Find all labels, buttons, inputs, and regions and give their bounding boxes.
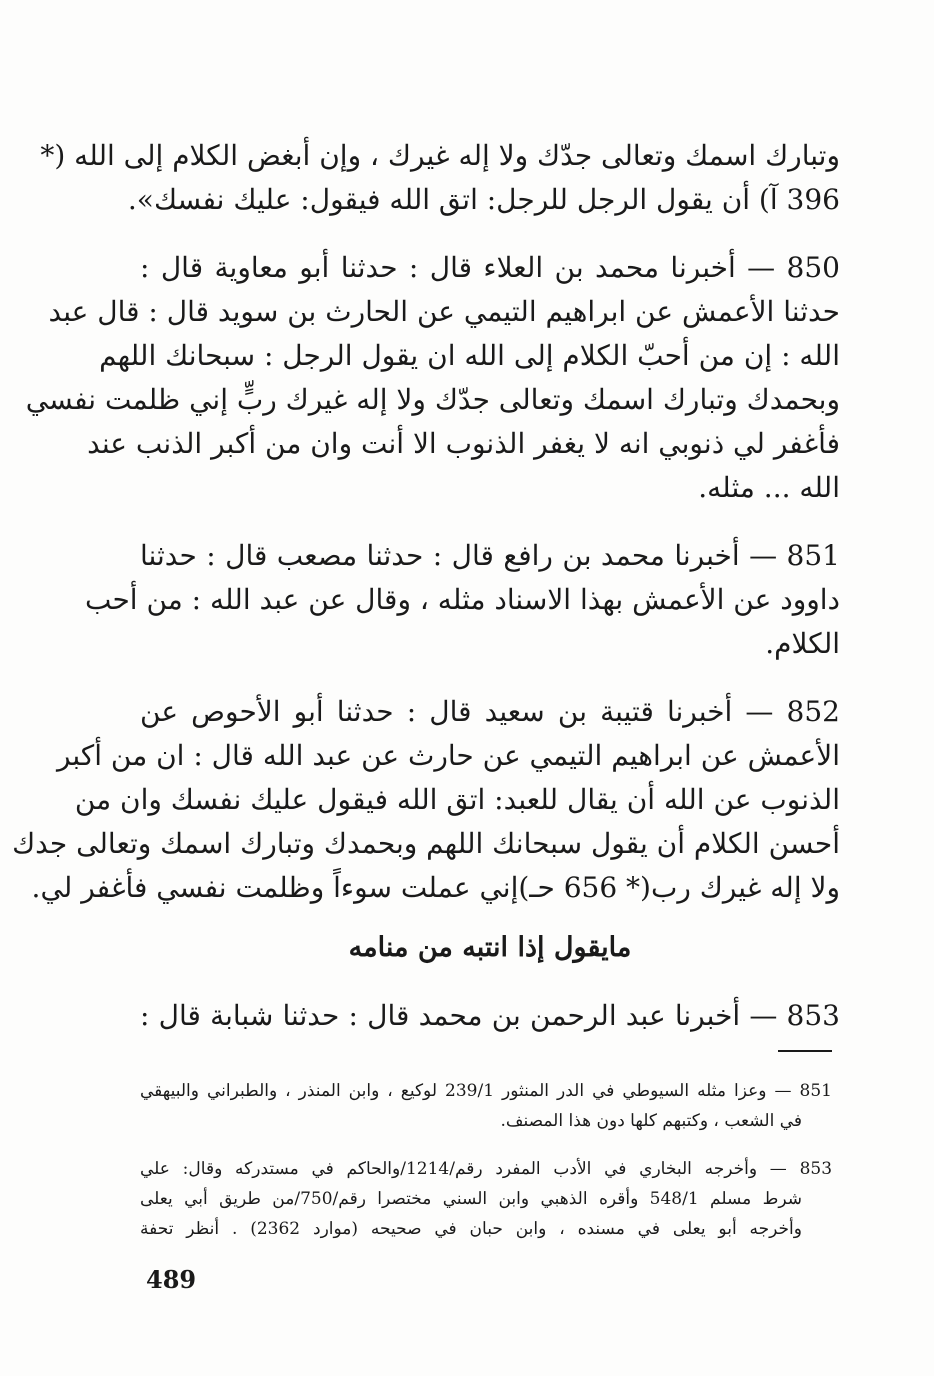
section-heading: مايقول إذا انتبه من منامه bbox=[348, 932, 632, 963]
page-number: 489 bbox=[146, 1265, 197, 1294]
footnote-851-line-2: في الشعب ، وكتبهم كلها دون هذا المصنف. bbox=[500, 1111, 802, 1131]
hadith-852-line-5: ولا إله غيرك رب(* 656 حـ)إني عملت سوءاً وظلمت نفسي فأغفر لي. bbox=[31, 871, 840, 904]
footnote-851-line-1: 851 — وعزا مثله السيوطي في الدر المنثور 239/1 لوكيع ، وابن المنذر ، والطبراني والبيهقي bbox=[140, 1081, 832, 1101]
hadith-850-line-3: الله : إن من أحبّ الكلام إلى الله ان يقول الرجل : سبحانك اللهم bbox=[99, 339, 840, 372]
hadith-851-line-1: 851 — أخبرنا محمد بن رافع قال : حدثنا مصعب قال : حدثنا bbox=[140, 539, 840, 572]
footnote-divider bbox=[778, 1050, 832, 1052]
hadith-850-line-6: الله ... مثله. bbox=[698, 471, 840, 504]
hadith-850-line-4: وبحمدك وتبارك اسمك وتعالى جدّك ولا إله غيرك ربٍّ إني ظلمت نفسي bbox=[25, 383, 840, 416]
footnote-853-line-2: شرط مسلم 548/1 وأقره الذهبي وابن السني مختصرا رقم/750/من طريق أبي يعلى bbox=[140, 1189, 802, 1209]
hadith-852-line-2: الأعمش عن ابراهيم التيمي عن حارث عن عبد الله قال : ان من أكبر bbox=[56, 739, 840, 772]
hadith-851-line-3: الكلام. bbox=[765, 627, 840, 660]
hadith-853-line-1: 853 — أخبرنا عبد الرحمن بن محمد قال : حدثنا شبابة قال : bbox=[140, 999, 840, 1032]
hadith-850-line-5: فأغفر لي ذنوبي انه لا يغفر الذنوب الا أنت وان من أكبر الذنب عند bbox=[87, 427, 840, 460]
footnote-853-line-3: وأخرجه أبو يعلى في مسنده ، وابن حبان في صحيحه (موارد 2362) . أنظر تحفة bbox=[140, 1219, 802, 1239]
hadith-850-line-1: 850 — أخبرنا محمد بن العلاء قال : حدثنا أبو معاوية قال : bbox=[140, 251, 840, 284]
hadith-852-line-4: أحسن الكلام أن يقول سبحانك اللهم وبحمدك وتبارك اسمك وتعالى جدك bbox=[12, 827, 840, 860]
hadith-850-line-2: حدثنا الأعمش عن ابراهيم التيمي عن الحارث بن سويد قال : قال عبد bbox=[48, 295, 840, 328]
hadith-852-line-3: الذنوب عن الله أن يقال للعبد: اتق الله فيقول عليك نفسك وان من bbox=[74, 783, 840, 816]
hadith-851-line-2: داوود عن الأعمش بهذا الاسناد مثله ، وقال عن عبد الله : من أحب bbox=[84, 583, 840, 616]
text-line-1: وتبارك اسمك وتعالى جدّك ولا إله غيرك ، وإن أبغض الكلام إلى الله (* bbox=[40, 139, 840, 172]
text-line-2: 396 آ) أن يقول الرجل للرجل: اتق الله فيقول: عليك نفسك». bbox=[127, 183, 840, 216]
footnote-853-line-1: 853 — وأخرجه البخاري في الأدب المفرد رقم/1214/والحاكم في مستدركه وقال: علي bbox=[140, 1159, 833, 1179]
hadith-852-line-1: 852 — أخبرنا قتيبة بن سعيد قال : حدثنا أبو الأحوص عن bbox=[140, 695, 840, 728]
